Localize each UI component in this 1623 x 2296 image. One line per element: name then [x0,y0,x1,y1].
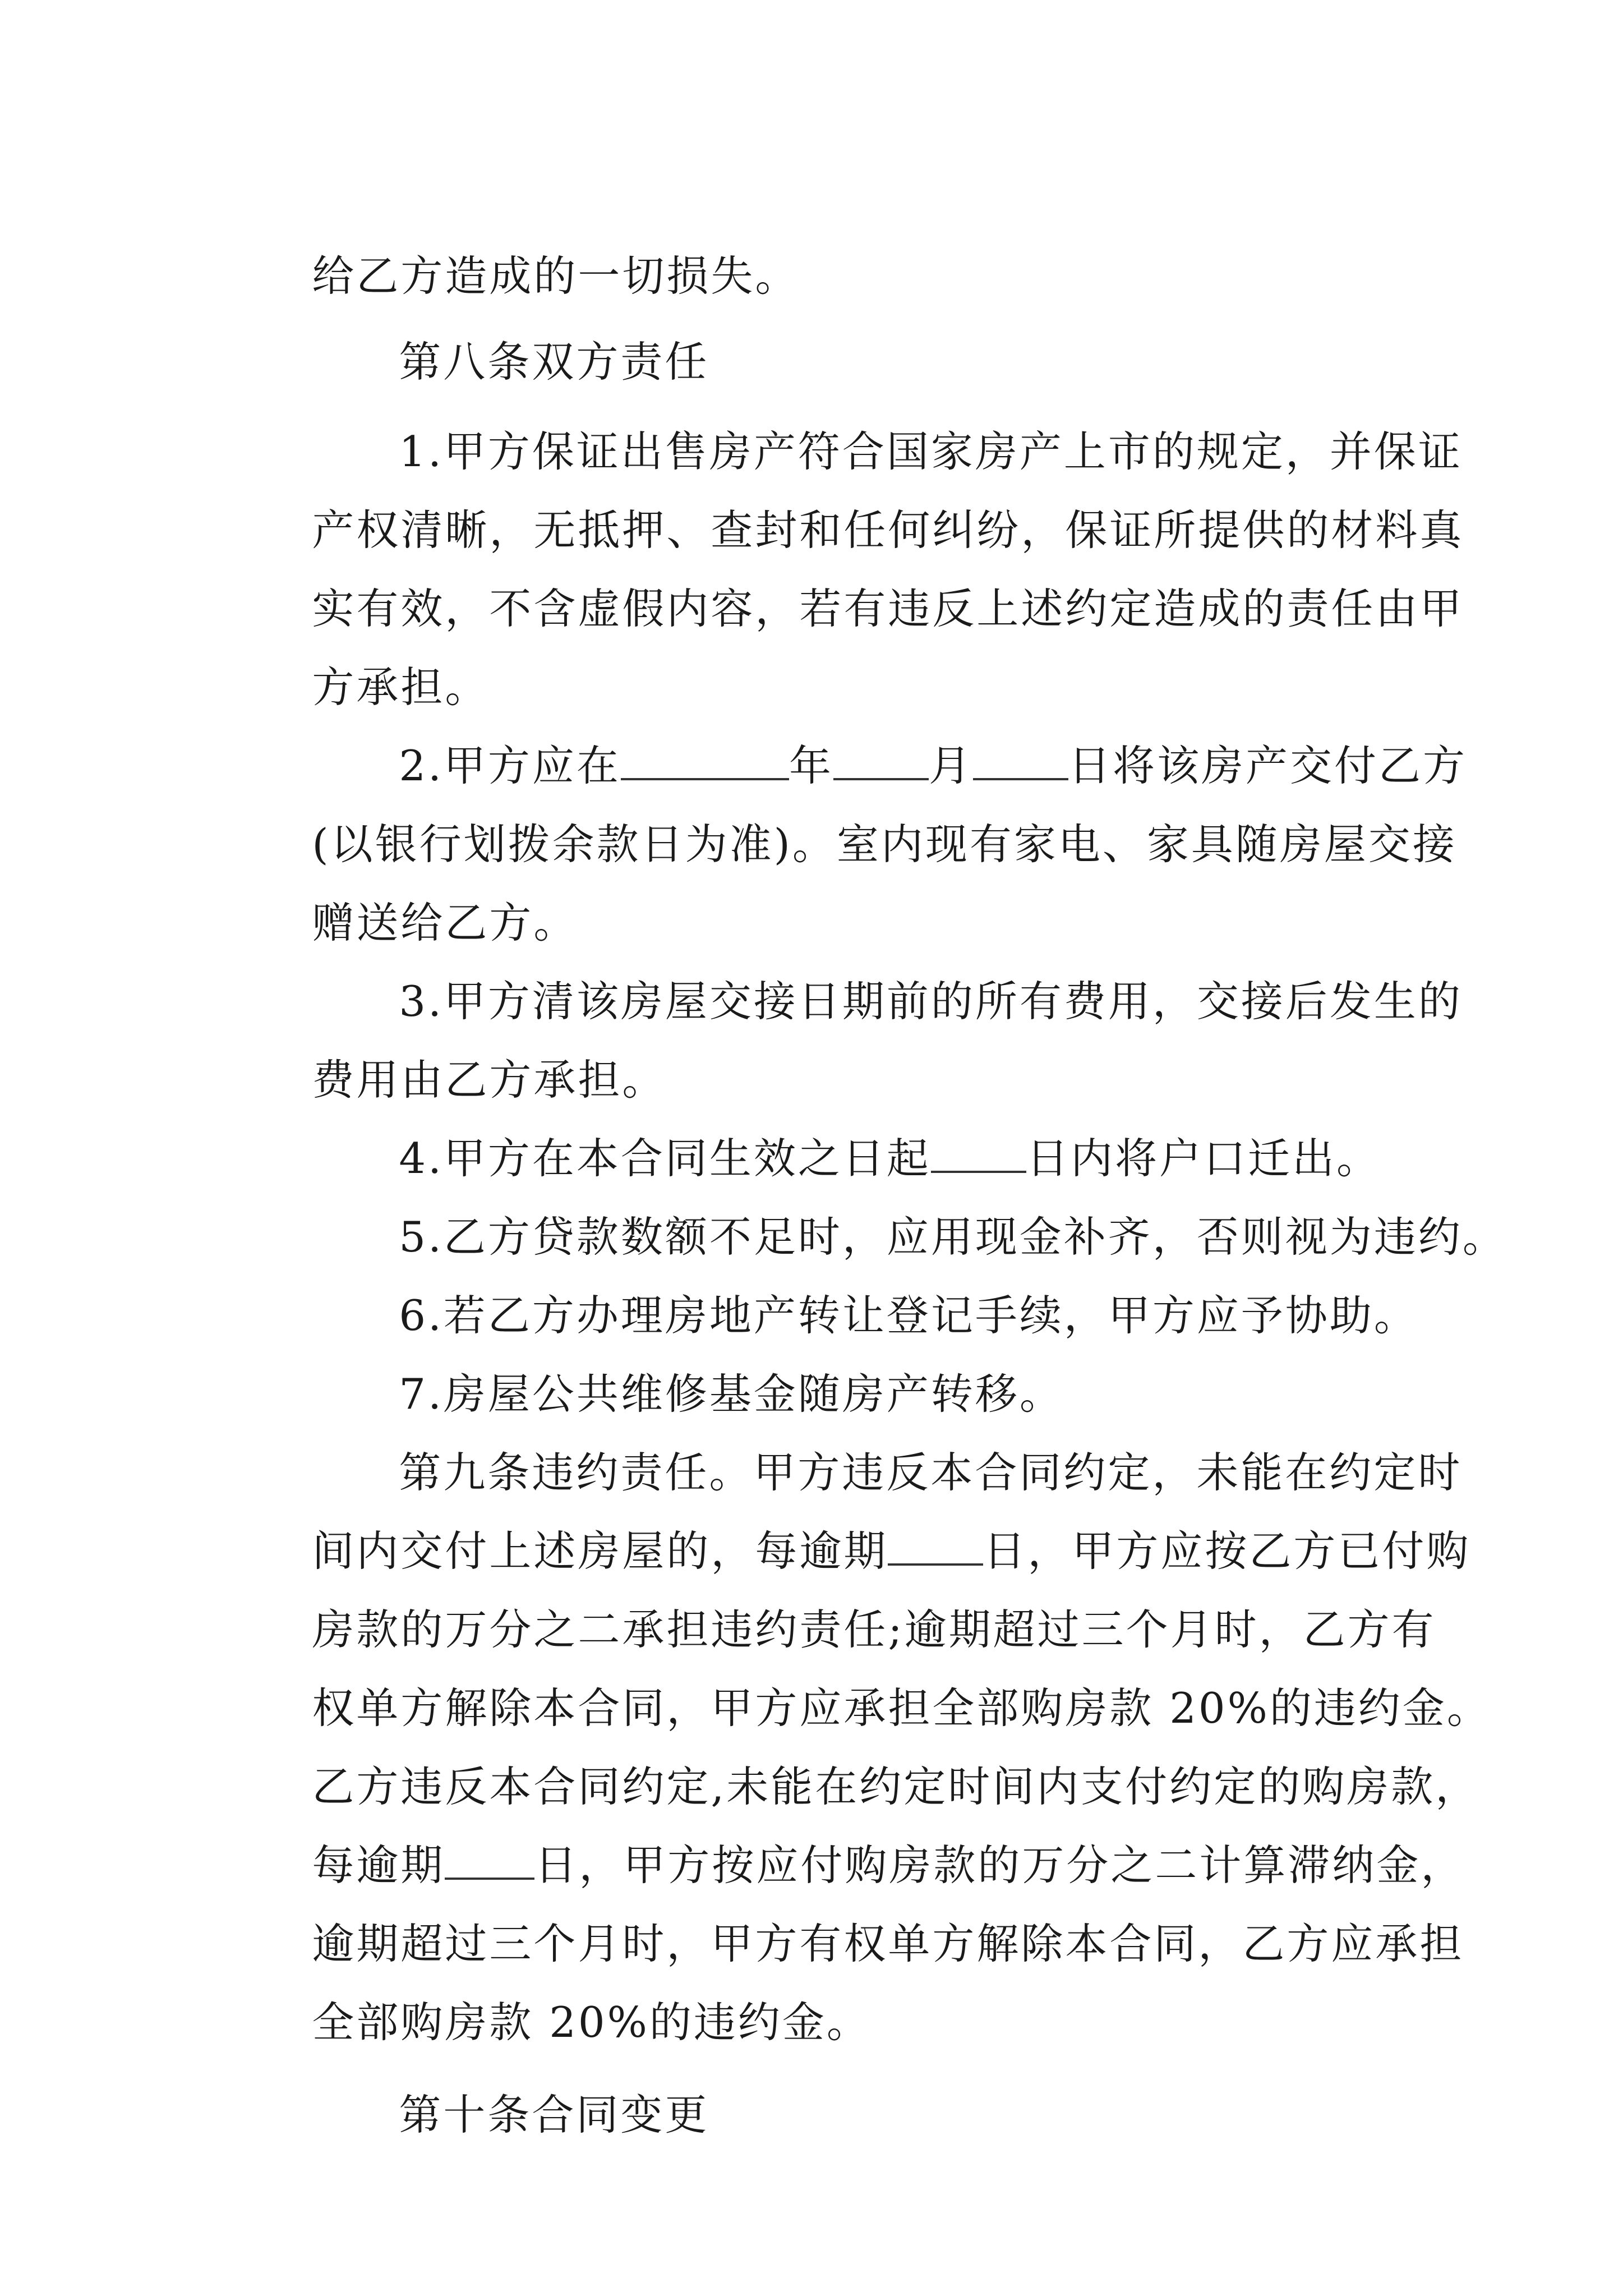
text: 每逾期 [312,1841,445,1890]
paragraph-line [0,1545,1623,1654]
paragraph-line [0,192,1623,301]
text: 日，甲方按应付购房款的万分之二计算滞纳金， [534,1841,1465,1890]
paragraph-line [0,446,1623,555]
text: 费用由乙方承担。 [312,1055,667,1105]
text: 日将该房产交付乙方 [1068,741,1467,790]
text: 全部购房款 20%的违约金。 [312,1998,871,2047]
section-heading [0,278,1623,386]
paragraph-line [0,1388,1623,1497]
paragraph-line [0,1860,1623,1968]
paragraph-line [0,682,1623,790]
text: 给乙方造成的一切损失。 [312,251,800,301]
paragraph-line [0,1153,1623,1262]
paragraph-line [0,1310,1623,1419]
paragraph-line [0,1624,1623,1733]
text: 1.甲方保证出售房产符合国家房产上市的规定，并保证 [399,427,1463,476]
text: 房款的万分之二承担违约责任;逾期超过三个月时，乙方有 [312,1605,1436,1654]
text: 日内将户口迁出。 [1026,1134,1381,1183]
text: 权单方解除本合同，甲方应承担全部购房款 20%的违约金。 [312,1683,1491,1733]
text: 乙方违反本合同约定,未能在约定时间内支付约定的购房款， [312,1762,1480,1811]
text: 7.房屋公共维修基金随房产转移。 [399,1369,1064,1419]
paragraph-line [0,760,1623,869]
text: 赠送给乙方。 [312,898,578,947]
text: 5.乙方贷款数额不足时，应用现金补齐，否则视为违约。 [399,1212,1507,1262]
text: 2.甲方应在 [399,741,621,790]
text: 间内交付上述房屋的，每逾期 [312,1526,888,1576]
paragraph-line [0,367,1623,476]
text: 年 [789,741,833,790]
text: 月 [928,741,973,790]
paragraph-line [0,603,1623,712]
paragraph-line [0,1231,1623,1340]
paragraph-line [0,1467,1623,1576]
text: 日，甲方应按乙方已付购 [983,1526,1471,1576]
text: 4.甲方在本合同生效之日起 [399,1134,931,1183]
paragraph-line [0,1074,1623,1183]
paragraph-line [0,524,1623,633]
text: (以银行划拨余款日为准)。室内现有家电、家具随房屋交接 [312,820,1457,869]
text: 第十条合同变更 [399,2090,709,2139]
paragraph-line [0,839,1623,947]
paragraph-line [0,996,1623,1105]
text: 6.若乙方办理房地产转让登记手续，甲方应予协助。 [399,1291,1418,1340]
text: 第八条双方责任 [399,337,709,386]
paragraph-line [0,917,1623,1026]
text: 方承担。 [312,662,490,712]
paragraph-line [0,1938,1623,2047]
text: 实有效，不含虚假内容，若有违反上述约定造成的责任由甲 [312,584,1464,633]
paragraph-line [0,1781,1623,1890]
section-heading [0,2031,1623,2139]
text: 逾期超过三个月时，甲方有权单方解除本合同，乙方应承担 [312,1919,1464,1968]
text: 产权清晰，无抵押、查封和任何纠纷，保证所提供的材料真 [312,505,1464,555]
text: 3.甲方清该房屋交接日期前的所有费用，交接后发生的 [399,977,1463,1026]
paragraph-line [0,1703,1623,1811]
text: 第九条违约责任。甲方违反本合同约定，未能在约定时 [399,1448,1463,1497]
